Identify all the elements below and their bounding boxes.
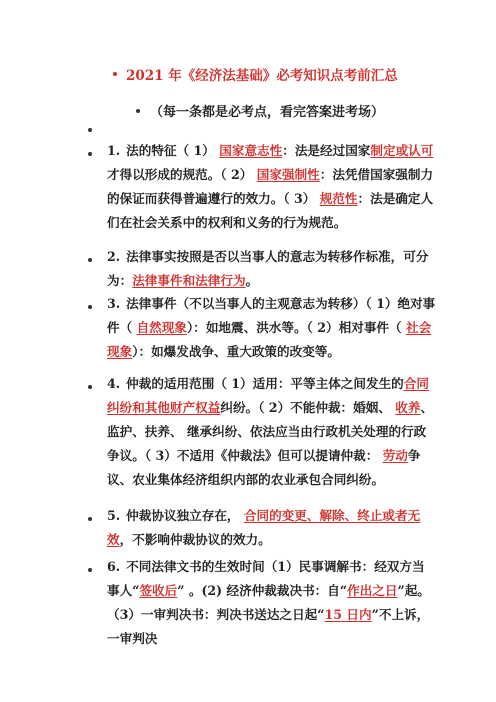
bullet-dot: [88, 305, 92, 309]
highlighted-text: 法律事件和法律行为: [132, 273, 246, 288]
item-number: 4.: [107, 376, 121, 391]
bullet-dot: [88, 517, 92, 521]
list-item: [107, 245, 437, 293]
highlighted-text: 签收后: [139, 583, 178, 598]
item-text: 法律事实按照是否以当事人的意志为转移作标准，可分为：: [107, 249, 429, 288]
list-item: [107, 504, 437, 552]
highlighted-text: 规范性: [319, 191, 358, 206]
item-text: 才得以形成的规范。（ 2）: [107, 167, 257, 182]
bullet-dot: [88, 568, 92, 572]
highlighted-text: 自然现象: [136, 320, 187, 335]
list-item: [107, 139, 437, 235]
highlighted-text: 社会现象: [107, 320, 432, 359]
item-text: ：法是确定人们在社会关系中的权利和义务的行为规范。: [107, 191, 434, 230]
item-text: ”起。（3）一审判决书：判决书送达之日起“: [107, 583, 430, 622]
item-text: ” 。(2) 经济仲裁裁决书：自“: [177, 583, 348, 598]
item-text: ：法凭借国家强制力的保证而获得普遍遵行的效力。（ 3）: [107, 167, 434, 206]
item-text: 法律事件（不以当事人的主观意志为转移）（ 1）绝对事件（: [107, 296, 436, 335]
highlighted-text: 作出之日: [347, 583, 398, 598]
list-item: [107, 292, 437, 364]
highlighted-text: 国家意志性: [219, 143, 283, 158]
bullet-dot: [88, 152, 92, 156]
highlighted-text: 合同纠纷和其他财产权益: [107, 376, 429, 415]
item-text: ）：如地震、洪水等。（ 2）相对事件（: [186, 320, 406, 335]
item-text: 。: [245, 273, 259, 288]
bullet-dot: [113, 72, 117, 76]
item-number: 2.: [107, 249, 121, 264]
item-text: ，不影响仲裁协议的效力。: [119, 532, 271, 547]
highlighted-text: 劳动: [382, 448, 408, 463]
highlighted-text: 15 日内: [324, 607, 372, 622]
item-number: 1.: [107, 143, 121, 158]
page-title: 2021 年《经济法基础》必考知识点考前汇总: [126, 68, 398, 84]
highlighted-text: 收养: [395, 400, 421, 415]
item-text: 仲裁的适用范围（ 1）适用：平等主体之间发生的: [126, 376, 404, 391]
item-number: 5.: [107, 508, 121, 523]
item-text: 、监护、扶养、 继承纠纷、依法应当由行政机关处理的行政争议。（ 3）不适用《仲裁法》但可以提请仲裁：: [107, 400, 434, 463]
highlighted-text: 制定或认可: [370, 143, 434, 158]
item-text: 仲裁协议独立存在，: [126, 508, 244, 523]
item-text: 争议、农业集体经济组织内部的农业承包合同纠纷。: [107, 448, 421, 487]
list-item: [107, 372, 437, 492]
highlighted-text: 合同的变更、解除、终止或者无效: [107, 508, 421, 547]
item-text: ”不上诉，一审判决: [107, 607, 430, 646]
item-text: 法的特征（ 1）: [126, 143, 220, 158]
item-text: ：法是经过国家: [282, 143, 371, 158]
bullet-dot: [88, 258, 92, 262]
highlighted-text: 国家强制性: [256, 167, 320, 182]
item-number: 3.: [107, 296, 121, 311]
item-text: ）：如爆发战争、重大政策的改变等。: [132, 344, 340, 359]
page-subtitle: （每一条都是必考点，看完答案进考场）: [150, 105, 385, 120]
item-number: 6.: [107, 559, 121, 574]
bullet-dot: [136, 109, 140, 113]
list-item: [107, 555, 437, 651]
item-text: 不同法律文书的生效时间（1）民事调解书：经双方当事人“: [107, 559, 425, 598]
item-text: 纠纷。（ 2）不能仲裁：婚姻、: [220, 400, 396, 415]
bullet-dot: [88, 385, 92, 389]
bullet-dot: [88, 128, 92, 132]
